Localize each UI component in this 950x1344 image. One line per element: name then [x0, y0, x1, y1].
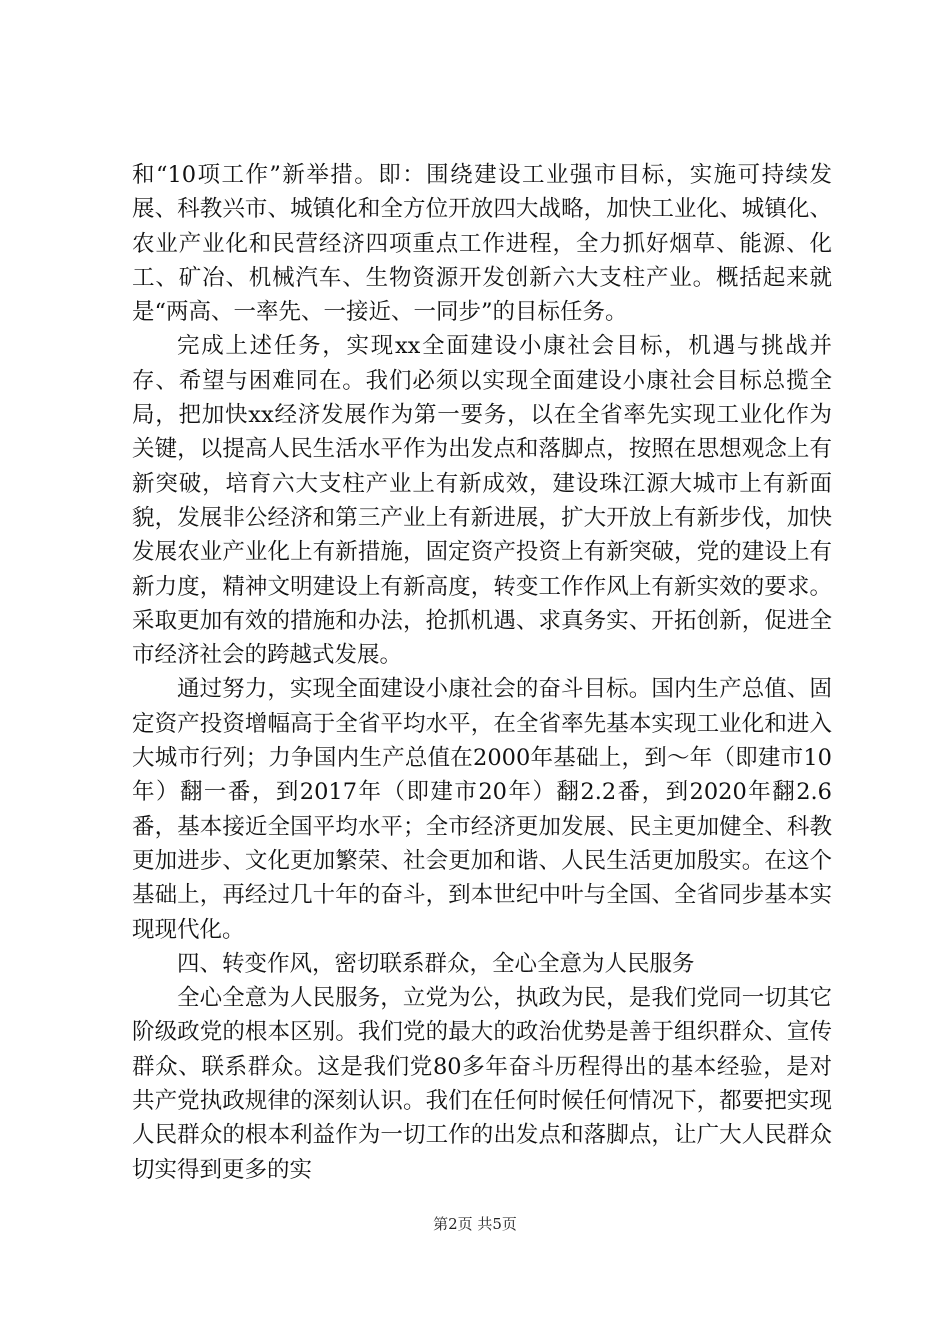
paragraph-1: 和“10项工作”新举措。即：围绕建设工业强市目标，实施可持续发展、科教兴市、城镇化和全方位开放四大战略，加快工业化、城镇化、农业产业化和民营经济四项重点工作进程，全力抓好烟草、能源、化工、矿冶、机械汽车、生物资源开发创新六大支柱产业。概括起来就是“两高、一率先、一接近、一同步”的目标任务。: [132, 162, 832, 326]
paragraph-5: 全心全意为人民服务，立党为公，执政为民，是我们党同一切其它阶级政党的根本区别。我们党的最大的政治优势是善于组织群众、宣传群众、联系群众。这是我们党80多年奋斗历程得出的基本经验，是对共产党执政规律的深刻认识。我们在任何时候任何情况下，都要把实现人民群众的根本利益作为一切工作的出发点和落脚点，让广大人民群众切实得到更多的实: [132, 985, 832, 1183]
document-body: [132, 158, 832, 1187]
page-number-footer: 第2页 共5页: [433, 1215, 517, 1233]
section-heading: 四、转变作风，密切联系群众，全心全意为人民服务: [177, 950, 695, 977]
paragraph-2: 完成上述任务，实现xx全面建设小康社会目标，机遇与挑战并存、希望与困难同在。我们必须以实现全面建设小康社会目标总揽全局，把加快xx经济发展作为第一要务，以在全省率先实现工业化作为关键，以提高人民生活水平作为出发点和落脚点，按照在思想观念上有新突破，培育六大支柱产业上有新成效，建设珠江源大城市上有新面貌，发展非公经济和第三产业上有新进展，扩大开放上有新步伐，加快发展农业产业化上有新措施，固定资产投资上有新突破，党的建设上有新力度，精神文明建设上有新高度，转变工作作风上有新实效的要求。采取更加有效的措施和办法，抢抓机遇、求真务实、开拓创新，促进全市经济社会的跨越式发展。: [132, 333, 832, 669]
paragraph-3: 通过努力，实现全面建设小康社会的奋斗目标。国内生产总值、固定资产投资增幅高于全省平均水平，在全省率先基本实现工业化和进入大城市行列；力争国内生产总值在2000年基础上，到～年（即建市10年）翻一番，到2017年（即建市20年）翻2.2番，到2020年翻2.6番，基本接近全国平均水平；全市经济更加发展、民主更加健全、科教更加进步、文化更加繁荣、社会更加和谐、人民生活更加殷实。在这个基础上，再经过几十年的奋斗，到本世纪中叶与全国、全省同步基本实现现代化。: [132, 676, 832, 943]
